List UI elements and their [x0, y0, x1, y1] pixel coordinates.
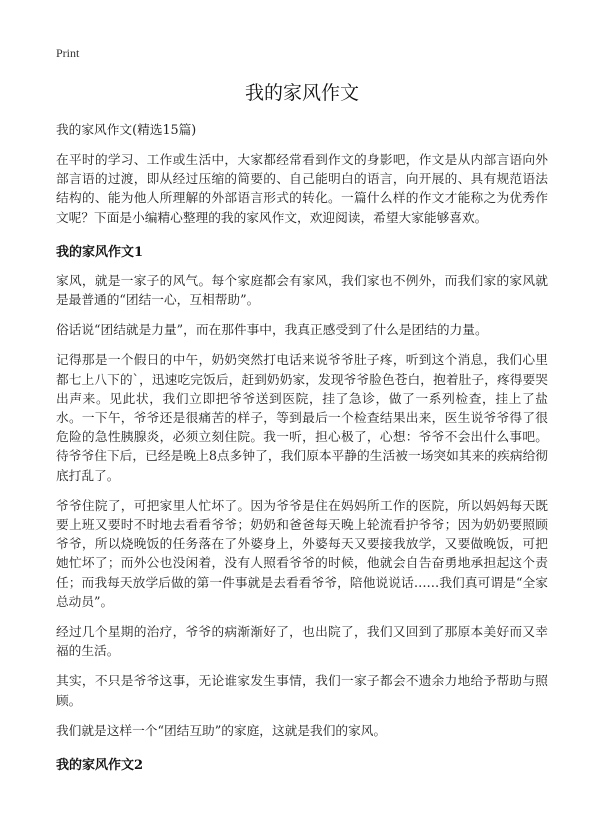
section-1-paragraph-4: 爷爷住院了，可把家里人忙坏了。因为爷爷是住在妈妈所工作的医院，所以妈妈每天既要上班又要时不时地去看看爷爷；奶奶和爸爸每天晚上轮流看护爷爷；因为奶奶要照顾爷爷，所以烧晚饭的任务落在了外婆身上，外婆每天又要接我放学，又要做晚饭，可把她忙坏了；而外公也没闲着，没有人照看爷爷的时候，他就会自告奋勇地承担起这个责任；而我每天放学后做的第一件事就是去看看爷爷，陪他说说话……我们真可谓是“全家总动员”。: [56, 497, 548, 609]
intro-paragraph: 在平时的学习、工作或生活中，大家都经常看到作文的身影吧，作文是从内部言语向外部言语的过渡，即从经过压缩的简要的、自己能明白的语言，向开展的、具有规范语法结构的、能为他人所理解的外部语言形式的转化。一篇什么样的作文才能称之为优秀作文呢？下面是小编精心整理的我的家风作文，欢迎阅读，希望大家能够喜欢。: [56, 152, 548, 225]
section-heading-1: 我的家风作文1: [56, 244, 144, 260]
section-1-paragraph-5: 经过几个星期的治疗，爷爷的病渐渐好了，也出院了，我们又回到了那原本美好而又幸福的生活。: [56, 624, 548, 659]
section-1-paragraph-1: 家风，就是一家子的风气。每个家庭都会有家风，我们家也不例外，而我们家的家风就是最普通的“团结一心，互相帮助”。: [56, 272, 548, 308]
section-heading-2: 我的家风作文2: [56, 758, 144, 774]
print-link[interactable]: Print: [56, 46, 80, 60]
section-1-paragraph-6: 其实，不只是爷爷这事，无论谁家发生事情，我们一家子都会不遗余力地给予帮助与照顾。: [56, 673, 548, 708]
section-1-paragraph-7: 我们就是这样一个“团结互助”的家庭，这就是我们的家风。: [56, 722, 387, 738]
page-title: 我的家风作文: [244, 82, 359, 104]
section-1-paragraph-3: 记得那是一个假日的中午，奶奶突然打电话来说爷爷肚子疼，听到这个消息，我们心里都七上八下的`，迅速吃完饭后，赶到奶奶家，发现爷爷脸色苍白，抱着肚子，疼得要哭出声来。见此状，我们立即把爷爷送到医院，挂了急诊，做了一系列检查，挂上了盐水。一下午，爷爷还是很痛苦的样子，等到最后一个检查结果出来，医生说爷爷得了很危险的急性胰腺炎，必须立刻住院。我一听，担心极了，心想：爷爷不会出什么事吧。待爷爷住下后，已经是晚上8点多钟了，我们原本平静的生活被一场突如其来的疾病给彻底打乱了。: [56, 352, 548, 483]
section-1-paragraph-2: 俗话说“团结就是力量”，而在那件事中，我真正感受到了什么是团结的力量。: [56, 322, 488, 338]
document-subtitle: 我的家风作文(精选15篇): [56, 122, 197, 137]
